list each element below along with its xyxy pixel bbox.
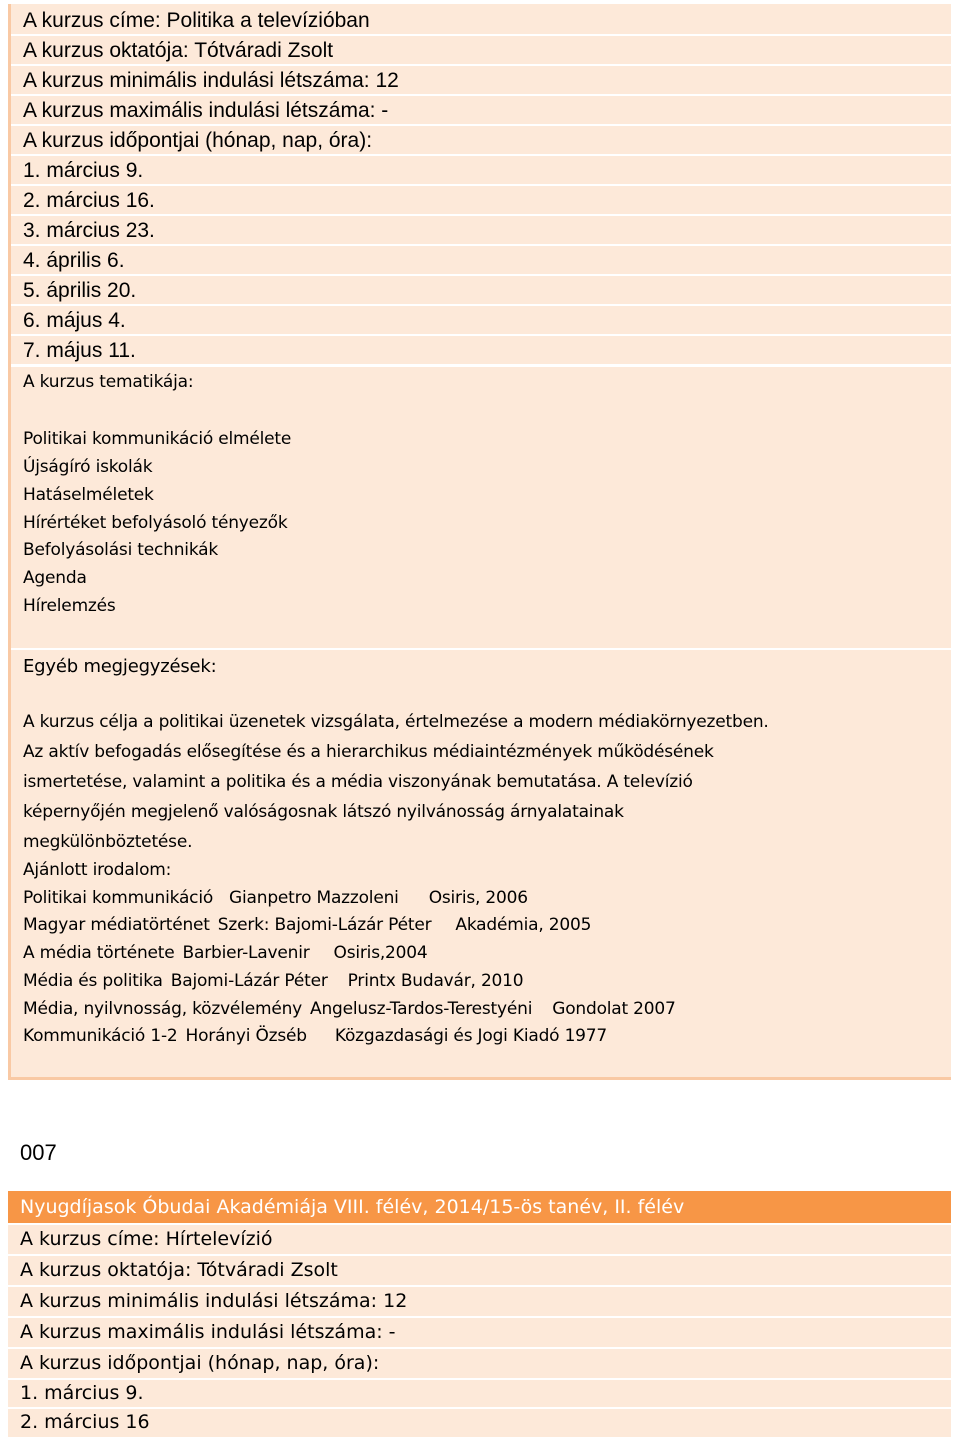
literature-item [23, 995, 676, 1024]
course-title: A kurzus címe: Politika a televízióban [23, 9, 370, 32]
topic-item: Újságíró iskolák [23, 457, 153, 477]
literature-author: Barbier-Lavenir [182, 943, 310, 963]
course-date-item: 2. március 16 [20, 1411, 150, 1433]
page-number: 007 [20, 1140, 57, 1165]
course-date-item: 6. május 4. [23, 309, 126, 332]
literature-author: Gianpetro Mazzoleni [229, 888, 399, 908]
literature-author: Bajomi-Lázár Péter [170, 971, 328, 991]
literature-title: A média története [23, 943, 175, 963]
course-dates-label: A kurzus időpontjai (hónap, nap, óra): [20, 1352, 380, 1374]
course-title: A kurzus címe: Hírtelevízió [20, 1228, 273, 1250]
course-block-1 [8, 4, 951, 1080]
literature-author: Szerk: Bajomi-Lázár Péter [217, 915, 432, 935]
notes-label: Egyéb megjegyzések: [23, 656, 217, 677]
topic-item: Hírelemzés [23, 596, 116, 616]
description-line: ismertetése, valamint a politika és a média viszonyának bemutatása. A televízió [23, 772, 693, 792]
course-date-item: 2. március 16. [23, 189, 155, 212]
row-separator [11, 334, 951, 336]
literature-publisher: Gondolat 2007 [552, 999, 676, 1019]
course-date-item: 7. május 11. [23, 339, 136, 362]
description-line: Az aktív befogadás elősegítése és a hierarchikus médiaintézmények működésének [23, 742, 714, 762]
literature-publisher: Akadémia, 2005 [455, 915, 592, 935]
literature-item [23, 884, 528, 913]
literature-title: Magyar médiatörténet [23, 915, 210, 935]
course-date-item: 1. március 9. [23, 159, 144, 182]
literature-publisher: Osiris, 2006 [428, 888, 528, 908]
description-line: képernyőjén megjelenő valóságosnak látszó nyilvánosság árnyalatainak [23, 802, 624, 822]
course-date-item: 4. április 6. [23, 249, 125, 272]
literature-author: Horányi Özséb [185, 1026, 307, 1046]
row-separator [11, 648, 951, 650]
topic-item: Agenda [23, 568, 87, 588]
literature-label: Ajánlott irodalom: [23, 860, 172, 880]
literature-title: Média és politika [23, 971, 163, 991]
topic-item: Befolyásolási technikák [23, 540, 219, 560]
literature-title: Politikai kommunikáció [23, 888, 214, 908]
course-date-item: 1. március 9. [20, 1382, 144, 1404]
topic-item: Hírértéket befolyásoló tényezők [23, 513, 288, 533]
course-dates-label: A kurzus időpontjai (hónap, nap, óra): [23, 129, 373, 152]
row-separator [8, 1378, 951, 1380]
literature-title: Kommunikáció 1-2 [23, 1026, 178, 1046]
literature-item [23, 911, 591, 940]
course-date-item: 3. március 23. [23, 219, 155, 242]
course-instructor: A kurzus oktatója: Tótváradi Zsolt [23, 39, 334, 62]
course-date-item: 5. április 20. [23, 279, 137, 302]
literature-publisher: Osiris,2004 [333, 943, 428, 963]
description-line: A kurzus célja a politikai üzenetek vizsgálata, értelmezése a modern médiakörnyezetben. [23, 712, 769, 732]
literature-title: Média, nyilvnosság, közvélemény [23, 999, 303, 1019]
row-separator [11, 304, 951, 306]
literature-author: Angelusz-Tardos-Terestyéni [310, 999, 533, 1019]
description-line: megkülönböztetése. [23, 832, 193, 852]
course-min-enrollment: A kurzus minimális indulási létszáma: 12 [20, 1290, 408, 1312]
literature-publisher: Printx Budavár, 2010 [347, 971, 524, 991]
topics-label: A kurzus tematikája: [23, 372, 194, 392]
course-instructor: A kurzus oktatója: Tótváradi Zsolt [20, 1259, 338, 1281]
row-separator [11, 274, 951, 276]
course-min-enrollment: A kurzus minimális indulási létszáma: 12 [23, 69, 399, 92]
literature-item [23, 939, 428, 968]
semester-header: Nyugdíjasok Óbudai Akadémiája VIII. félév, 2014/15-ös tanév, II. félév [20, 1196, 685, 1218]
course-max-enrollment: A kurzus maximális indulási létszáma: - [23, 99, 389, 122]
row-separator [11, 364, 951, 367]
course-max-enrollment: A kurzus maximális indulási létszáma: - [20, 1321, 396, 1343]
semester-header-band [8, 1191, 951, 1223]
topic-item: Hatáselméletek [23, 485, 154, 505]
course-block-2 [8, 1191, 951, 1437]
literature-item [23, 967, 523, 996]
literature-publisher: Közgazdasági és Jogi Kiadó 1977 [334, 1026, 608, 1046]
topic-item: Politikai kommunikáció elmélete [23, 429, 292, 449]
literature-item [23, 1022, 607, 1051]
